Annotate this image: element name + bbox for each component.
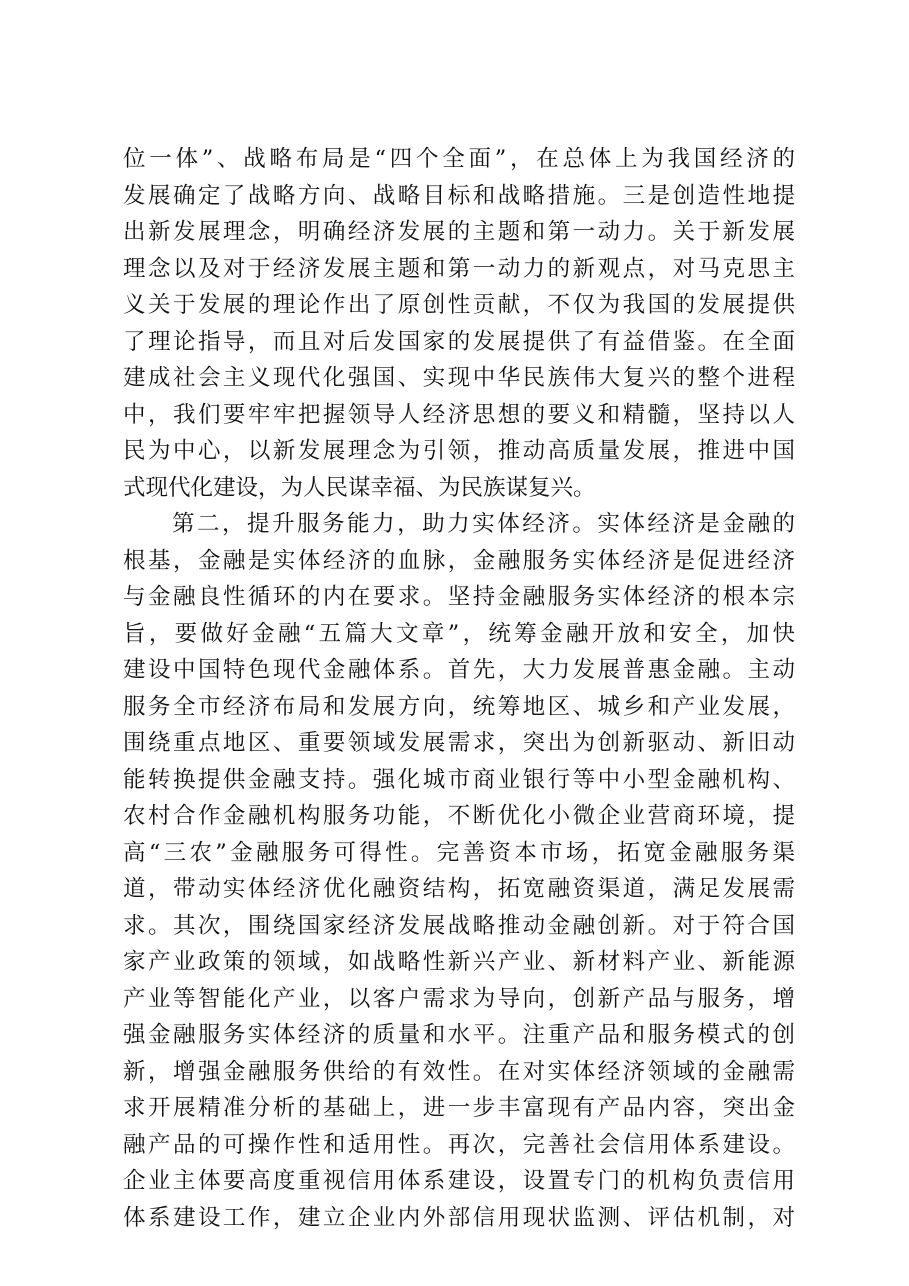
text-line: 出新发展理念，明确经济发展的主题和第一动力。关于新发展 [123, 219, 795, 245]
text-line: 新，增强金融服务供给的有效性。在对实体经济领域的金融需 [123, 1058, 795, 1085]
text-line: 产业等智能化产业，以客户需求为导向，创新产品与服务，增 [123, 985, 795, 1012]
text-line: 家产业政策的领域，如战略性新兴产业、新材料产业、新能源 [123, 949, 795, 975]
text-line: 建设中国特色现代金融体系。首先，大力发展普惠金融。主动 [123, 657, 795, 683]
text-line: 道，带动实体经济优化融资结构，拓宽融资渠道，满足发展需 [123, 876, 795, 902]
text-line: 了理论指导，而且对后发国家的发展提供了有益借鉴。在全面 [123, 328, 795, 355]
text-line: 体系建设工作，建立企业内外部信用现状监测、评估机制，对 [123, 1204, 795, 1231]
text-line: 强金融服务实体经济的质量和水平。注重产品和服务模式的创 [123, 1022, 795, 1048]
text-line: 旨，要做好金融“五篇大文章”，统筹金融开放和安全，加快 [123, 620, 795, 647]
text-line: 民为中心，以新发展理念为引领，推动高质量发展，推进中国 [123, 438, 795, 464]
text-line: 义关于发展的理论作出了原创性贡献，不仅为我国的发展提供 [123, 292, 795, 318]
paragraph-start-line: 第二，提升服务能力，助力实体经济。实体经济是金融的 [172, 511, 795, 537]
text-line: 融产品的可操作性和适用性。再次，完善社会信用体系建设。 [123, 1131, 795, 1158]
text-line: 理念以及对于经济发展主题和第一动力的新观点，对马克思主 [123, 255, 795, 282]
text-line: 位一体”、战略布局是“四个全面”，在总体上为我国经济的 [123, 146, 795, 172]
text-line: 农村合作金融机构服务功能，不断优化小微企业营商环境，提 [123, 803, 795, 829]
text-line: 求。其次，围绕国家经济发展战略推动金融创新。对于符合国 [123, 912, 795, 939]
text-line: 求开展精准分析的基础上，进一步丰富现有产品内容，突出金 [123, 1095, 795, 1121]
text-line: 高“三农”金融服务可得性。完善资本市场，拓宽金融服务渠 [123, 839, 795, 866]
text-line: 企业主体要高度重视信用体系建设，设置专门的机构负责信用 [123, 1168, 795, 1194]
text-line: 能转换提供金融支持。强化城市商业银行等中小型金融机构、 [123, 766, 795, 793]
text-line: 中，我们要牢牢把握领导人经济思想的要义和精髓，坚持以人 [123, 401, 795, 428]
text-line: 服务全市经济布局和发展方向，统筹地区、城乡和产业发展， [123, 693, 795, 720]
text-line: 与金融良性循环的内在要求。坚持金融服务实体经济的根本宗 [123, 584, 795, 610]
paragraph-end-line: 式现代化建设，为人民谋幸福、为民族谋复兴。 [123, 474, 596, 501]
text-line: 围绕重点地区、重要领域发展需求，突出为创新驱动、新旧动 [123, 730, 795, 756]
body-text [123, 141, 795, 1236]
text-line: 发展确定了战略方向、战略目标和战略措施。三是创造性地提 [123, 182, 795, 209]
text-line: 建成社会主义现代化强国、实现中华民族伟大复兴的整个进程 [123, 365, 795, 391]
text-line: 根基，金融是实体经济的血脉，金融服务实体经济是促进经济 [123, 547, 795, 574]
